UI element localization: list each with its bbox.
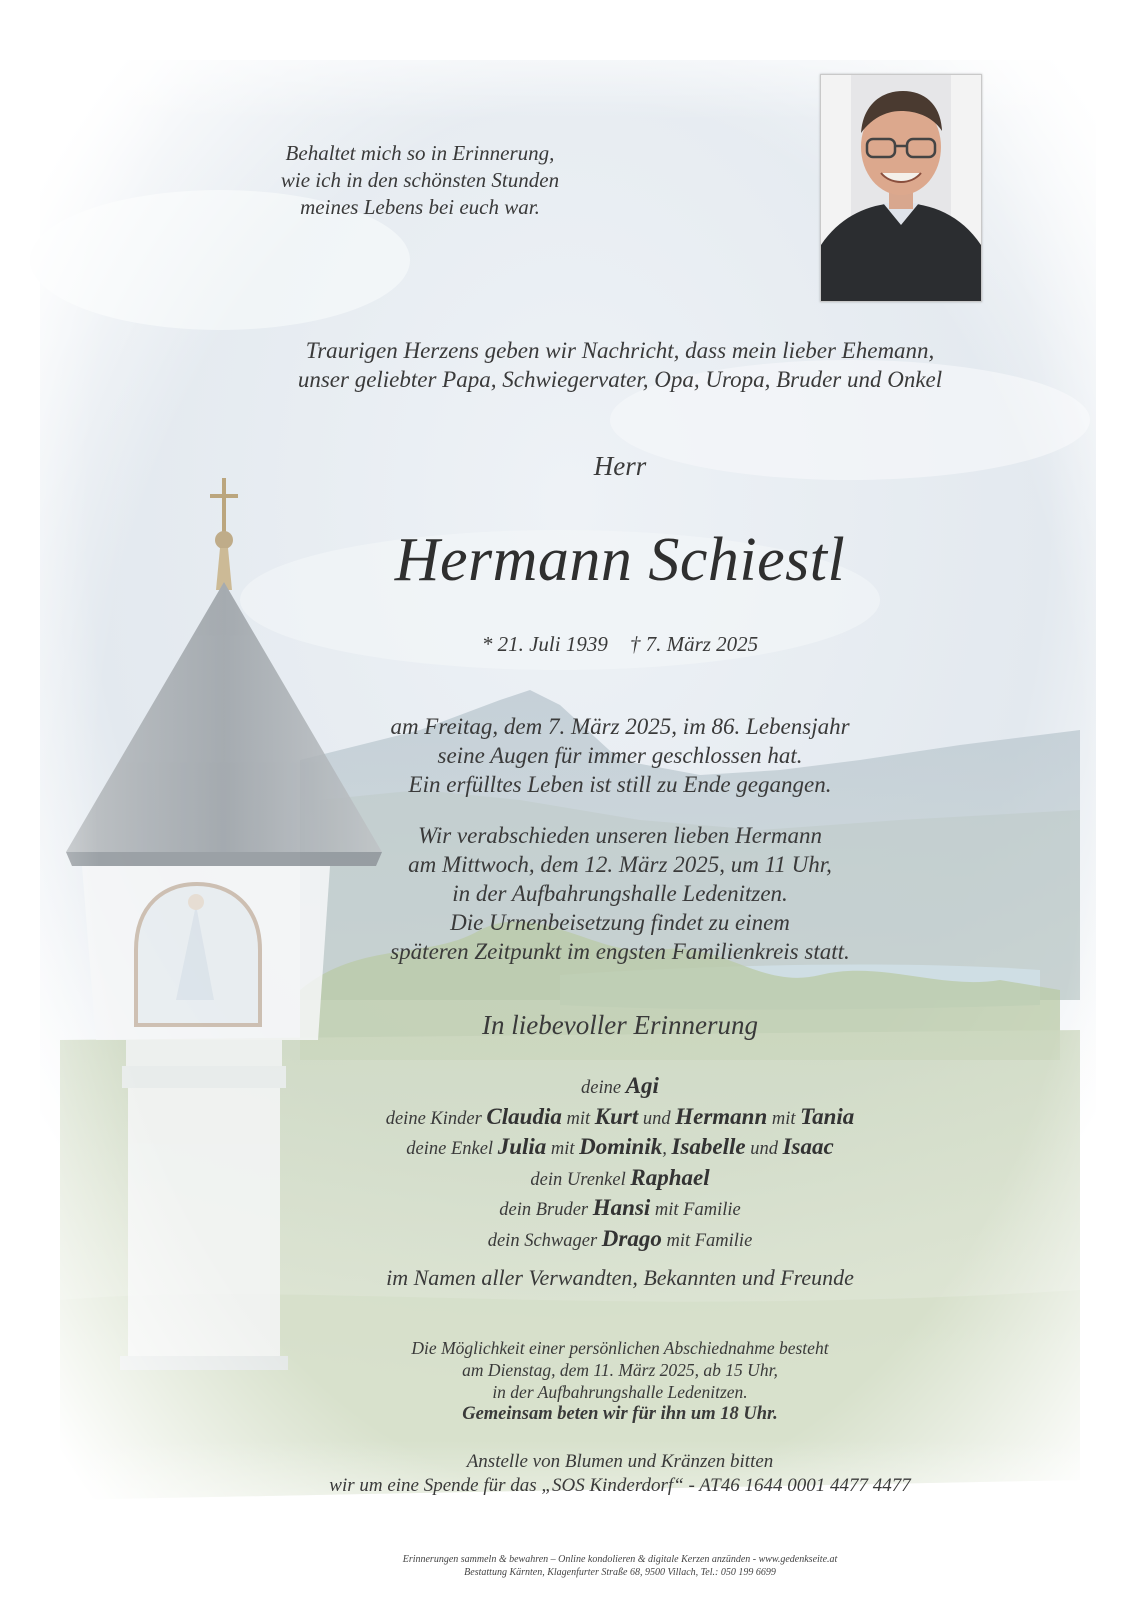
- funeral-line: in der Aufbahrungshalle Ledenitzen.: [452, 881, 788, 906]
- viewing-line: am Dienstag, dem 11. März 2025, ab 15 Uhr,: [462, 1360, 778, 1380]
- funeral-line: Wir verabschieden unseren lieben Hermann: [417, 823, 823, 848]
- on-behalf-line: im Namen aller Verwandten, Bekannten und Freunde: [386, 1265, 854, 1290]
- donation-request: [260, 1450, 980, 1498]
- family-row-great-grandchild: dein Urenkel Raphael: [530, 1164, 710, 1190]
- footer: [260, 1553, 980, 1579]
- funeral-line: am Mittwoch, dem 12. März 2025, um 11 Uhr,: [408, 852, 832, 877]
- intro-line: unser geliebter Papa, Schwiegervater, Opa, Uropa, Bruder und Onkel: [297, 367, 943, 392]
- donation-line: wir um eine Spende für das „SOS Kinderdorf“ - AT46 1644 0001 4477 4477: [329, 1475, 911, 1496]
- passing-line: seine Augen für immer geschlossen hat.: [437, 743, 803, 768]
- footer-address-line: Bestattung Kärnten, Klagenfurter Straße 68, 9500 Villach, Tel.: 050 199 6699: [464, 1567, 776, 1578]
- footer-website-line: Erinnerungen sammeln & bewahren – Online kondolieren & digitale Kerzen anzünden - www.gedenkseite.at: [402, 1554, 838, 1565]
- family-row-wife: deine Agi: [581, 1073, 659, 1098]
- passing-line: Ein erfülltes Leben ist still zu Ende gegangen.: [408, 772, 832, 797]
- donation-line: Anstelle von Blumen und Kränzen bitten: [466, 1451, 774, 1472]
- family-row-children: deine Kinder Claudia mit Kurt und Hermann mit Tania: [385, 1103, 855, 1129]
- motto-quote: [210, 140, 630, 221]
- viewing-line: Die Möglichkeit einer persönlichen Abschiednahme besteht: [411, 1338, 829, 1358]
- passing-text: [260, 712, 980, 799]
- motto-line: Behaltet mich so in Erinnerung,: [285, 141, 555, 165]
- memory-heading: In liebevoller Erinnerung: [482, 1010, 758, 1040]
- viewing-line: in der Aufbahrungshalle Ledenitzen.: [492, 1382, 748, 1402]
- prayer-line: Gemeinsam beten wir für ihn um 18 Uhr.: [462, 1404, 778, 1424]
- announcement-intro: [260, 336, 980, 394]
- birth-date: * 21. Juli 1939: [481, 632, 608, 656]
- family-list: [260, 1072, 980, 1255]
- intro-line: Traurigen Herzens geben wir Nachricht, dass mein lieber Ehemann,: [305, 338, 935, 363]
- funeral-line: späteren Zeitpunkt im engsten Familienkreis statt.: [390, 939, 850, 964]
- family-row-grandchildren: deine Enkel Julia mit Dominik, Isabelle und Isaac: [406, 1134, 834, 1159]
- family-row-brother-in-law: dein Schwager Drago mit Familie: [487, 1225, 753, 1251]
- funeral-line: Die Urnenbeisetzung findet zu einem: [450, 910, 790, 935]
- motto-line: wie ich in den schönsten Stunden: [280, 168, 560, 192]
- death-date: † 7. März 2025: [629, 632, 759, 656]
- motto-line: meines Lebens bei euch war.: [300, 195, 540, 219]
- passing-line: am Freitag, dem 7. März 2025, im 86. Lebensjahr: [390, 714, 850, 739]
- family-row-brother: dein Bruder Hansi mit Familie: [499, 1195, 741, 1220]
- portrait-photo-icon: [821, 75, 981, 301]
- deceased-name: Hermann Schiestl: [394, 526, 846, 594]
- portrait-photo: [820, 74, 982, 302]
- salutation: Herr: [593, 451, 647, 481]
- funeral-details: [260, 821, 980, 966]
- life-dates: [260, 632, 980, 657]
- viewing-details: [260, 1337, 980, 1425]
